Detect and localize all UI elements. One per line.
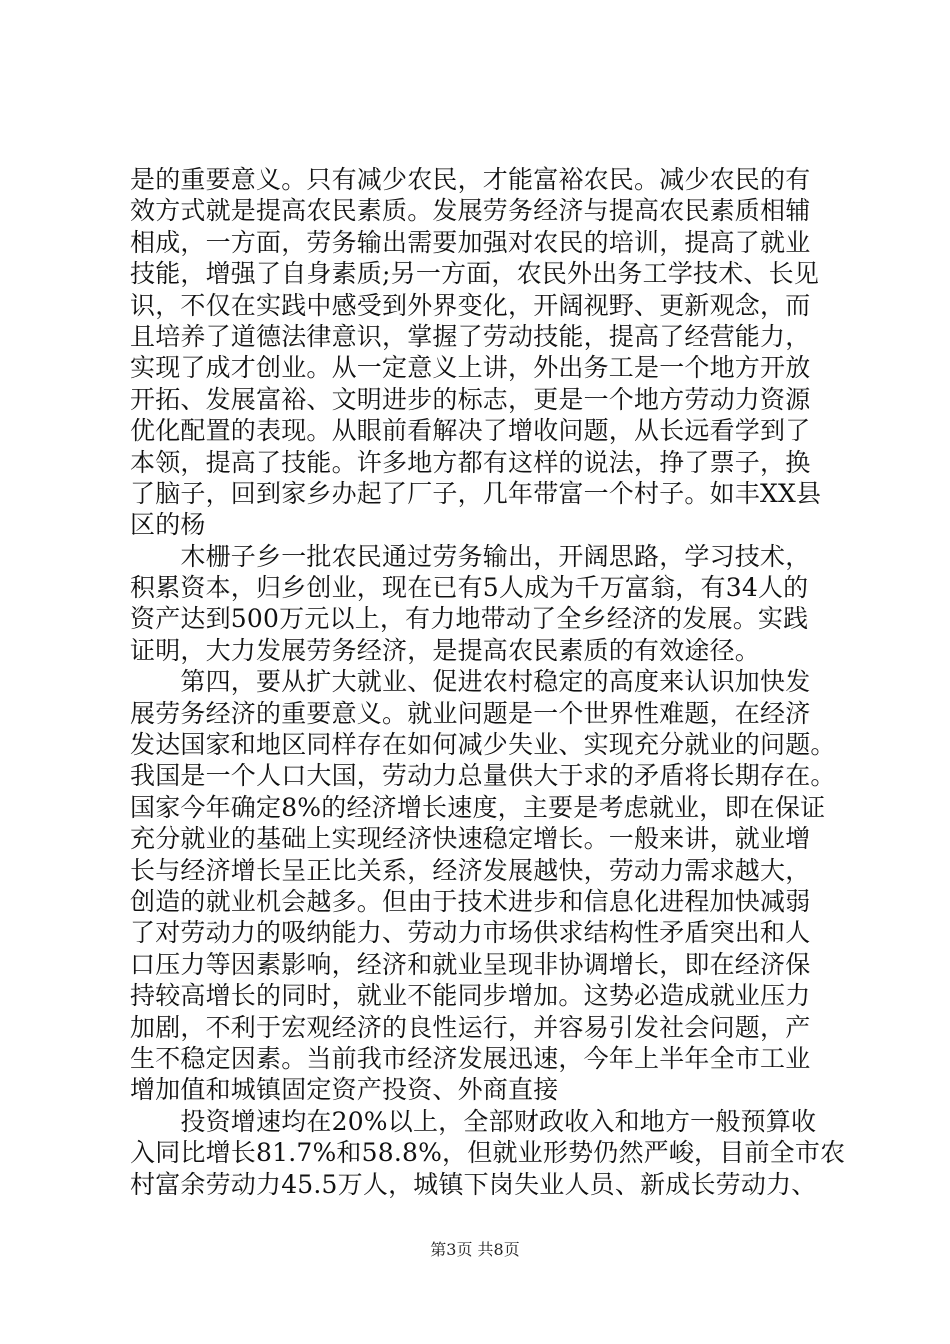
text-line: 本领，提高了技能。许多地方都有这样的说法，挣了票子，换: [130, 447, 811, 477]
text-line: 效方式就是提高农民素质。发展劳务经济与提高农民素质相辅: [130, 196, 811, 226]
text-line: 发达国家和地区同样存在如何减少失业、实现充分就业的问题。: [130, 730, 836, 760]
text-line: 增加值和城镇固定资产投资、外商直接: [130, 1075, 559, 1105]
text-line: 国家今年确定8%的经济增长速度，主要是考虑就业，即在保证: [130, 792, 826, 822]
text-line: 创造的就业机会越多。但由于技术进步和信息化进程加快减弱: [130, 886, 811, 916]
text-line: 长与经济增长呈正比关系，经济发展越快，劳动力需求越大，: [130, 855, 811, 885]
text-line: 我国是一个人口大国，劳动力总量供大于求的矛盾将长期存在。: [130, 761, 836, 791]
text-line: 资产达到500万元以上，有力地带动了全乡经济的发展。实践: [130, 604, 809, 634]
text-line: 了脑子，回到家乡办起了厂子，几年带富一个村子。如丰XX县: [130, 478, 822, 508]
text-line: 是的重要意义。只有减少农民，才能富裕农民。减少农民的有: [130, 165, 811, 194]
text-line: 口压力等因素影响，经济和就业呈现非协调增长，即在经济保: [130, 949, 811, 979]
text-line: 积累资本，归乡创业，现在已有5人成为千万富翁，有34人的: [130, 573, 809, 603]
text-line: 第四，要从扩大就业、促进农村稳定的高度来认识加快发: [130, 667, 811, 697]
text-line: 入同比增长81.7%和58.8%，但就业形势仍然严峻，目前全市农: [130, 1138, 846, 1168]
text-line: 持较高增长的同时，就业不能同步增加。这势必造成就业压力: [130, 981, 811, 1011]
body-text: [130, 164, 846, 1200]
text-line: 生不稳定因素。当前我市经济发展迅速，今年上半年全市工业: [130, 1043, 811, 1073]
text-line: 相成，一方面，劳务输出需要加强对农民的培训，提高了就业: [130, 227, 811, 257]
text-line: 实现了成才创业。从一定意义上讲，外出务工是一个地方开放: [130, 353, 811, 383]
text-line: 优化配置的表现。从眼前看解决了增收问题，从长远看学到了: [130, 416, 811, 446]
text-line: 木栅子乡一批农民通过劳务输出，开阔思路，学习技术，: [130, 541, 811, 571]
text-line: 区的杨: [130, 510, 206, 540]
text-line: 技能，增强了自身素质;另一方面，农民外出务工学技术、长见: [130, 259, 820, 289]
text-line: 加剧，不利于宏观经济的良性运行，并容易引发社会问题，产: [130, 1012, 811, 1042]
text-line: 开拓、发展富裕、文明进步的标志，更是一个地方劳动力资源: [130, 384, 811, 414]
text-line: 投资增速均在20%以上，全部财政收入和地方一般预算收: [130, 1106, 817, 1136]
page-footer: 第3页 共8页: [430, 1240, 520, 1259]
text-line: 证明，大力发展劳务经济，是提高农民素质的有效途径。: [130, 635, 761, 665]
text-line: 识，不仅在实践中感受到外界变化，开阔视野、更新观念，而: [130, 290, 811, 320]
text-line: 且培养了道德法律意识，掌握了劳动技能，提高了经营能力，: [130, 321, 811, 351]
text-line: 充分就业的基础上实现经济快速稳定增长。一般来讲，就业增: [130, 824, 811, 854]
text-line: 了对劳动力的吸纳能力、劳动力市场供求结构性矛盾突出和人: [130, 918, 811, 948]
text-line: 展劳务经济的重要意义。就业问题是一个世界性难题，在经济: [130, 698, 811, 728]
text-line: 村富余劳动力45.5万人，城镇下岗失业人员、新成长劳动力、: [130, 1169, 817, 1199]
